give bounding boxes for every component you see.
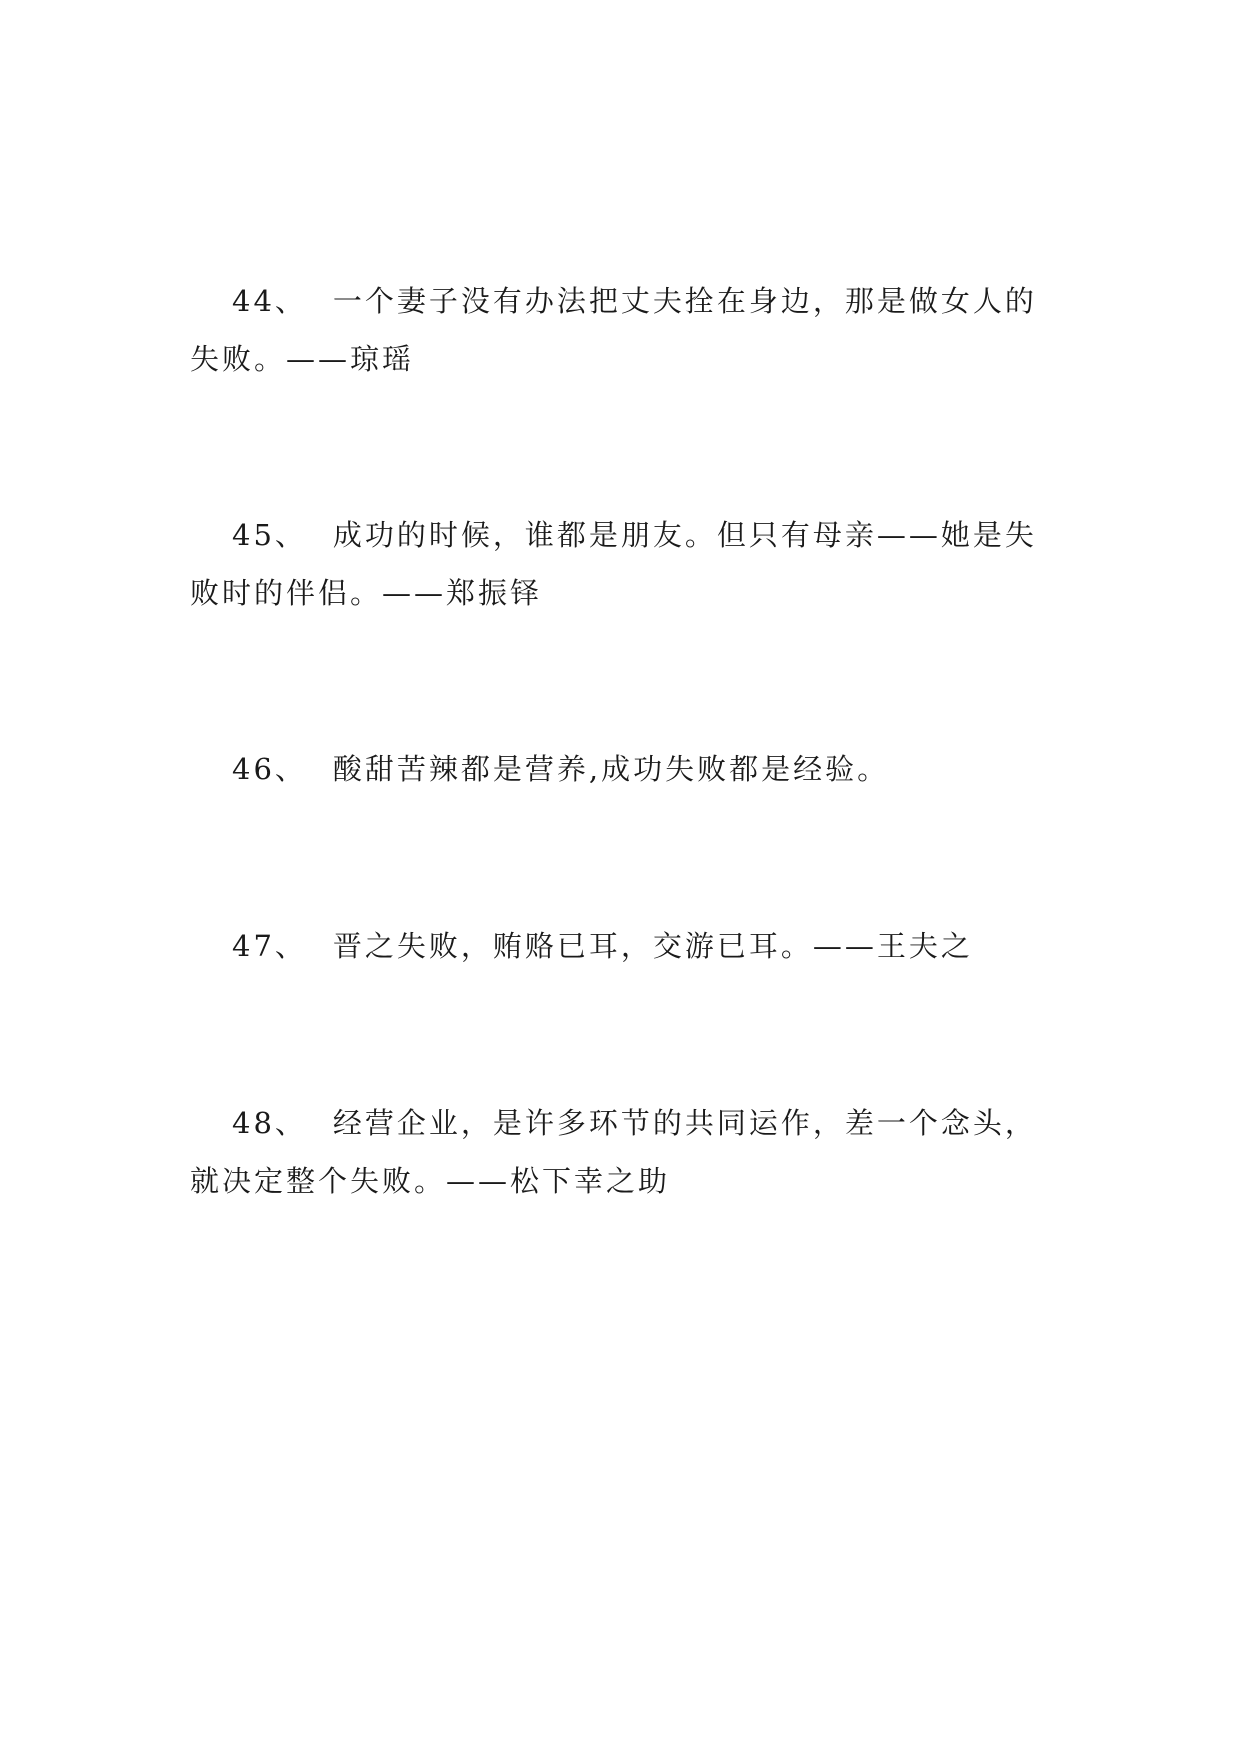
quote-text: 一个妻子没有办法把丈夫拴在身边，那是做女人的失败。——琼瑶 bbox=[190, 284, 1037, 376]
quote-item-45 bbox=[190, 506, 1062, 622]
quote-item-46 bbox=[190, 740, 1062, 798]
quote-text: 成功的时候，谁都是朋友。但只有母亲——她是失败时的伴侣。——郑振铎 bbox=[190, 518, 1037, 610]
quote-number: 48、 bbox=[232, 1106, 307, 1140]
quote-number: 47、 bbox=[232, 929, 307, 963]
quote-number: 44、 bbox=[232, 284, 307, 318]
quote-item-47 bbox=[190, 917, 1062, 975]
quote-text: 晋之失败，贿赂已耳，交游已耳。——王夫之 bbox=[332, 929, 973, 963]
quote-number: 45、 bbox=[232, 518, 307, 552]
quote-item-44 bbox=[190, 272, 1062, 388]
quote-text: 经营企业，是许多环节的共同运作，差一个念头，就决定整个失败。——松下幸之助 bbox=[190, 1106, 1037, 1198]
quote-number: 46、 bbox=[232, 752, 307, 786]
quote-text: 酸甜苦辣都是营养,成功失败都是经验。 bbox=[332, 752, 890, 786]
quote-item-48 bbox=[190, 1094, 1062, 1210]
